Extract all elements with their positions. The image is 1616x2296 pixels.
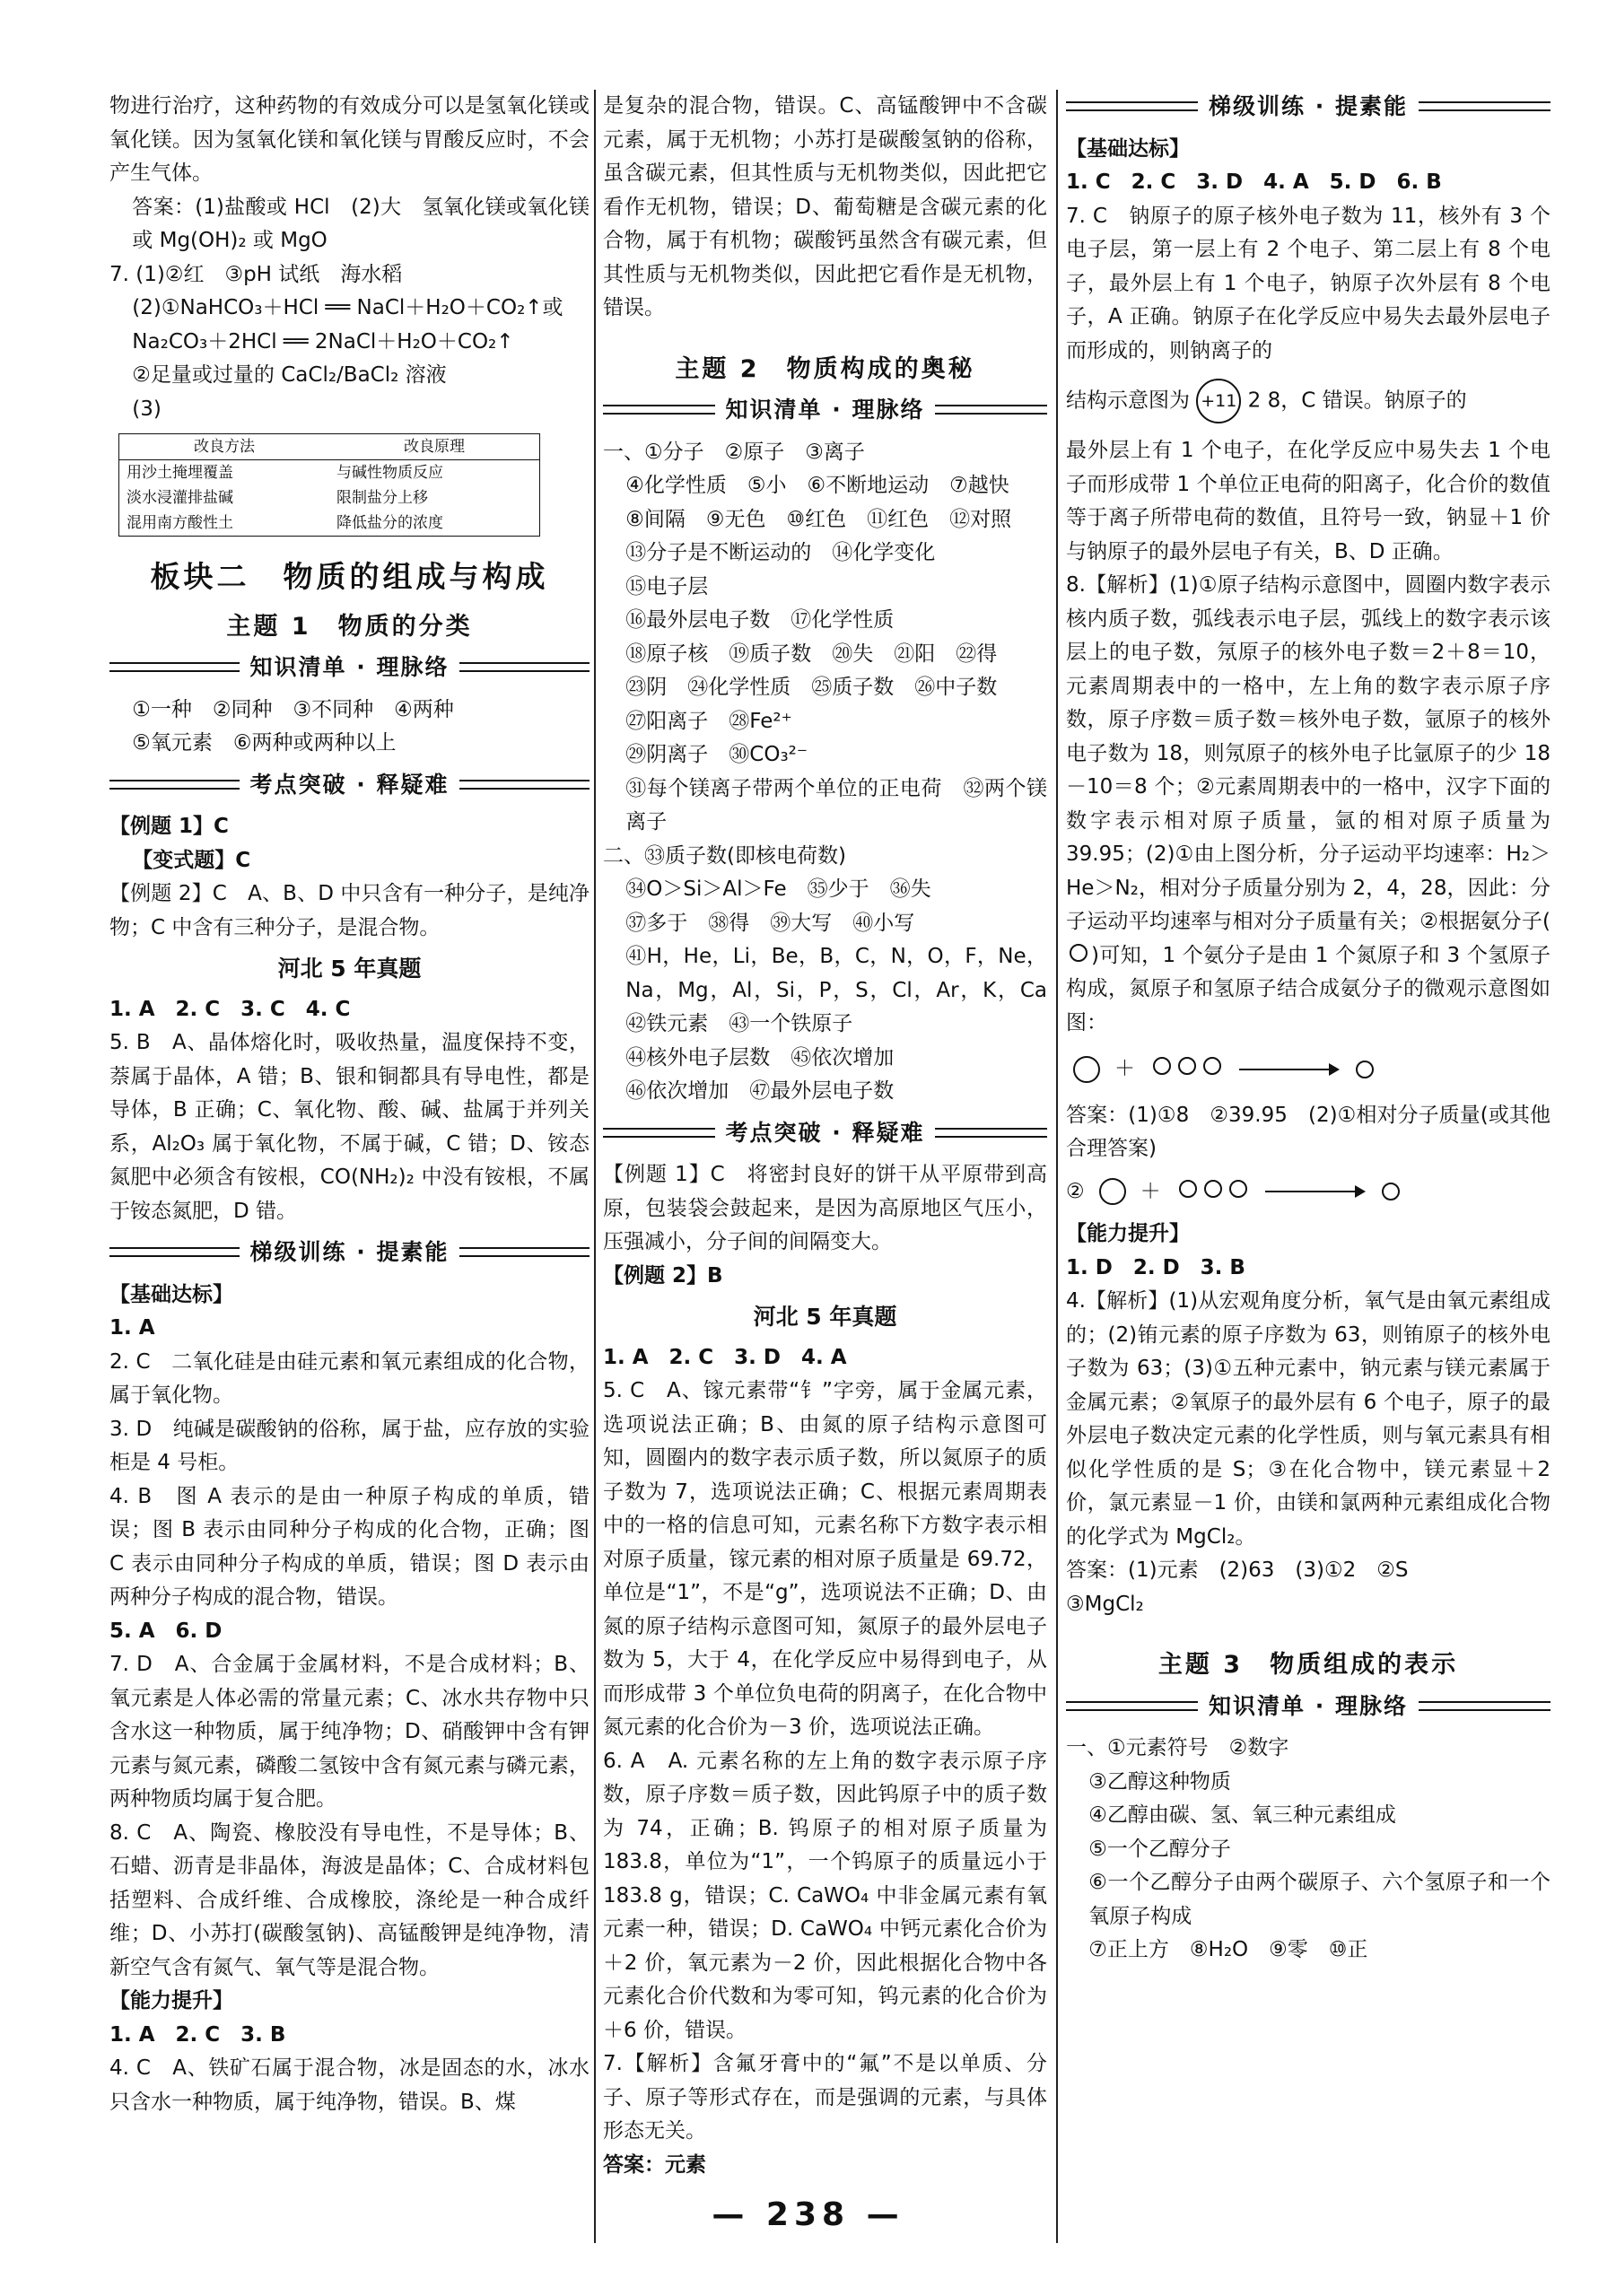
topic-title: 主题 2 物质构成的奥秘 [675, 354, 975, 383]
text: 4. B 图 A 表示的是由一种原子构成的单质，错误；图 B 表示由同种分子构成的化合物，正确；图 C 表示由同种分子构成的单质，错误；图 D 表示由两种分子构成的混合物，错误。 [109, 1484, 590, 1609]
table-cell: 用沙土掩埋覆盖 [127, 464, 233, 482]
text: 1. A 2. C 3. B [109, 2022, 286, 2047]
text: 8.【解析】(1)①原子结构示意图中，圆圈内数字表示核内质子数，弧线表示电子层，弧线上的数字表示该层上的电子数，氖原子的核外电子数＝2＋8＝10，元素周期表中的一格中，左上角的数字表示原子序数，原子序数＝质子数＝核外电子数，氩原子的核外电子数为 18，则氖原子的核外电子比氩原子的少 18－10＝8 个；②元素周期表中的一格中，汉字下面的数字表示相对原子质量，氩的相对原子质量为 39.95；(2)①由上图分析，分子运动平均速率：H₂＞He＞N₂，相对分子质量分别为 2，4，28，因此：分子运动平均速率与相对分子质量有关；②根据氨分子( [1066, 573, 1550, 933]
text: ㊶H，He，Li，Be，B，C，N，O，F，Ne，Na，Mg，Al，Si，P，S，Cl，Ar，K，Ca ㊷铁元素 ㊸一个铁原子 [625, 945, 1068, 1035]
text: 一、①元素符号 ②数字 [1066, 1736, 1289, 1759]
text: ㉙阴离子 ㉚CO₃²⁻ [625, 743, 808, 766]
electron-shells: 2 8 [1247, 388, 1281, 413]
text: 【例题 2】B [603, 1263, 723, 1288]
text: ，C 错误。钠原子的 [1280, 388, 1467, 413]
table-cell: 淡水浸灌排盐碱 [127, 489, 233, 507]
text: 5. C A、镓元素带“钅”字旁，属于金属元素，选项说法正确；B、由氮的原子结构示意图可知，圆圈内的数字表示质子数，所以氮原子的质子数为 7，选项说法正确；C、根据元素周期表中的一格的信息可知，元素名称下方数字表示相对原子质量，镓元素的相对原子质量是 69.72，单位是“1”，不是“g”，选项说法不正确；D、由氮的原子结构示意图可知，氮原子的最外层电子数为 5，大于 4，在化学反应中易得到电子，从而形成带 3 个单位负电荷的阴离子，在化合物中氮元素的化合价为－3 价，选项说法正确。 [603, 1379, 1047, 1739]
text [1066, 569, 1550, 1040]
column-3 [1066, 90, 1550, 1968]
text: 1. C 2. C 3. D 4. A 5. D 6. B [1066, 170, 1442, 194]
text: ㉞O＞Si＞Al＞Fe ㉟少于 ㊱失 [625, 877, 931, 901]
text: ⑧间隔 ⑨无色 ⑩红色 ⑪红色 ⑫对照 [625, 507, 1012, 531]
text: 答案：元素 [603, 2152, 706, 2177]
ammonia-reaction-diagram [1073, 1052, 1377, 1087]
text: ⑤氧元素 ⑥两种或两种以上 [132, 731, 397, 755]
text: (3) [132, 397, 162, 421]
answer: 答案：(1)盐酸或 HCl (2)大 氢氧化镁或氧化镁或 Mg(OH)₂ 或 MgO [132, 195, 590, 252]
text: ⑯最外层电子数 ⑰化学性质 [625, 608, 895, 632]
text: 1. D 2. D 3. B [1066, 1255, 1245, 1279]
text: ㉓阴 ㉔化学性质 ㉕质子数 ㉖中子数 [625, 676, 998, 699]
text: 是复杂的混合物，错误。C、高锰酸钾中不含碳元素，属于无机物；小苏打是碳酸氢钠的俗称，虽含碳元素，但其性质与无机物类似，因此把它看作无机物，错误；D、葡萄糖是含碳元素的化合物，属于有机物；碳酸钙虽然含有碳元素，但其性质与无机物类似，因此把它看作是无机物，错误。 [603, 94, 1047, 319]
hydrogen-atom-icon [1179, 1180, 1197, 1198]
text: ⑬分子是不断运动的 ⑭化学变化 [625, 541, 936, 564]
column-divider [1056, 90, 1058, 2243]
column-2 [603, 90, 1068, 2182]
banner [109, 768, 590, 802]
banner [603, 1116, 1047, 1150]
table-header: 改良原理 [329, 434, 540, 460]
subheading: 河北 5 年真题 [277, 956, 422, 982]
text: ⑮电子层 [625, 574, 709, 598]
topic-title: 主题 1 物质的分类 [226, 612, 473, 641]
banner-title: 知识清单 · 理脉络 [1209, 1692, 1408, 1719]
text: 4.【解析】(1)从宏观角度分析，氧气是由氧元素组成的；(2)铕元素的原子序数为 63，则铕原子的核外电子数为 63；(3)①五种元素中，钠元素与镁元素属于金属元素；②氧原子的最外层有 6 个电子，原子的最外层电子数决定元素的化学性质，则与氧元素具有相似化学性质的是 S；③在化合物中，镁元素显＋2 价，氯元素显－1 价，由镁和氯两种元素组成化合物的化学式为 MgCl₂。 [1066, 1289, 1550, 1549]
text: 7. D A、合金属于金属材料，不是合成材料；B、氧元素是人体必需的常量元素；C、冰水共存物中只含水这一种物质，属于纯净物；D、硝酸钾中含有钾元素与氮元素，磷酸二氢铵中含有氮元素与磷元素，两种物质均属于复合肥。 [109, 1653, 590, 1811]
table-cell: 与碱性物质反应 [336, 464, 443, 482]
text: 【能力提升】 [109, 1989, 233, 2012]
text: ② [1066, 1179, 1085, 1203]
text: ④乙醇由碳、氢、氧三种元素组成 [1088, 1803, 1396, 1827]
column-divider [594, 90, 596, 2243]
text: ①一种 ②同种 ③不同种 ④两种 [132, 697, 454, 721]
answer: ③MgCl₂ [1066, 1592, 1144, 1616]
improvement-table [118, 433, 540, 537]
text: ④化学性质 ⑤小 ⑥不断地运动 ⑦越快 [625, 474, 1009, 497]
answer: 答案：(1)①8 ②39.95 (2)①相对分子质量(或其他合理答案) [1066, 1103, 1550, 1160]
arrow-icon [1239, 1069, 1338, 1070]
hydrogen-atom-icon [1178, 1057, 1196, 1075]
text: 【例题 1】C [109, 815, 229, 838]
plus-sign: ＋ [1114, 1057, 1135, 1080]
nitrogen-atom-icon [1099, 1178, 1126, 1205]
banner [1066, 1689, 1550, 1724]
subheading: 河北 5 年真题 [753, 1304, 897, 1330]
text: ㉗阳离子 ㉘Fe²⁺ [625, 709, 792, 733]
text: 物进行治疗，这种药物的有效成分可以是氢氧化镁或氧化镁。因为氢氧化镁和氧化镁与胃酸反应时，不会产生气体。 [109, 94, 590, 185]
text: Na₂CO₃＋2HCl ══ 2NaCl＋H₂O＋CO₂↑ [132, 329, 514, 354]
text: ⑦正上方 ⑧H₂O ⑨零 ⑩正 [1088, 1938, 1368, 1961]
text: 一、①分子 ②原子 ③离子 [603, 440, 865, 464]
banner [109, 650, 590, 685]
text: 1. A 2. C 3. D 4. A [603, 1345, 847, 1369]
text: 8. C A、陶瓷、橡胶没有导电性，不是导体；B、石蜡、沥青是非晶体，海波是晶体；C、合成材料包括塑料、合成纤维、合成橡胶，涤纶是一种合成纤维；D、小苏打(碳酸氢钠)、高锰酸钾是纯净物，清新空气含有氮气、氧气等是混合物。 [109, 1820, 590, 1979]
hydrogen-atom-icon [1229, 1180, 1247, 1198]
text: ②足量或过量的 CaCl₂/BaCl₂ 溶液 [132, 363, 447, 387]
text: 1. A [109, 1316, 155, 1340]
text: 结构示意图为 [1066, 388, 1190, 413]
table-cell: 限制盐分上移 [336, 489, 428, 507]
text: ⑤一个乙醇分子 [1088, 1837, 1231, 1861]
ammonia-molecule-icon [1382, 1183, 1400, 1200]
hydrogen-atom-icon [1153, 1057, 1171, 1075]
text: ㊻依次增加 ㊼最外层电子数 [625, 1079, 895, 1103]
question-7: 7. (1)②红 ③pH 试纸 海水稻 [109, 262, 403, 286]
text: 7.【解析】含氟牙膏中的“氟”不是以单质、分子、原子等形式存在，而是强调的元素，与具体形态无关。 [603, 2052, 1047, 2143]
text: 2. C 二氧化硅是由硅元素和氧元素组成的化合物，属于氧化物。 [109, 1349, 590, 1407]
text: ㊹核外电子层数 ㊺依次增加 [625, 1045, 895, 1069]
text: 5. B A、晶体熔化时，吸收热量，温度保持不变，萘属于晶体，A 错；B、银和铜都具有导电性，都是导体，B 正确；C、氧化物、酸、碱、盐属于并列关系，Al₂O₃ 属于氧化物，不属于碱，C 错；D、铵态氮肥中必须含有铵根，CO(NH₂)₂ 中没有铵根，不属于铵态氮肥，D 错。 [109, 1031, 590, 1223]
text: (2)①NaHCO₃＋HCl ══ NaCl＋H₂O＋CO₂↑或 [132, 296, 563, 319]
arrow-icon [1265, 1191, 1364, 1192]
sodium-ion-diagram: +11 [1196, 379, 1241, 423]
text: 【基础达标】 [1066, 136, 1190, 161]
banner-title: 知识清单 · 理脉络 [249, 654, 450, 680]
text: 【例题 1】C 将密封良好的饼干从平原带到高原，包装袋会鼓起来，是因为高原地区气压小，压强减小，分子间的间隔变大。 [603, 1163, 1047, 1253]
ammonia-reaction-diagram [1066, 1175, 1403, 1209]
nitrogen-atom-icon [1073, 1056, 1100, 1083]
text: 【能力提升】 [1066, 1222, 1190, 1245]
page-number: — 238 — [712, 2196, 904, 2233]
text: 1. A 2. C 3. C 4. C [109, 997, 351, 1021]
text: 【基础达标】 [109, 1282, 233, 1306]
banner-title: 梯级训练 · 提素能 [1209, 93, 1408, 119]
text: 【例题 2】C A、B、D 中只含有一种分子，是纯净物；C 中含有三种分子，是混合物。 [109, 882, 590, 939]
text: 【变式题】C [132, 848, 251, 872]
answer: 答案：(1)元素 (2)63 (3)①2 ②S [1066, 1558, 1409, 1582]
banner [603, 393, 1047, 427]
text: 5. A 6. D [109, 1619, 223, 1643]
text: 最外层上有 1 个电子，在化学反应中易失去 1 个电子而形成带 1 个单位正电荷的阳离子，化合价的数值等于离子所带电荷的数值，且符号一致，钠显＋1 价与钠原子的最外层电子有关，B、D 正确。 [1066, 439, 1550, 563]
hydrogen-atom-icon [1204, 1180, 1222, 1198]
table-cell: 混用南方酸性土 [127, 514, 233, 532]
text: ③乙醇这种物质 [1088, 1769, 1231, 1794]
text: ⑱原子核 ⑲质子数 ⑳失 ㉑阳 ㉒得 [625, 642, 998, 666]
text: ⑥一个乙醇分子由两个碳原子、六个氢原子和一个氧原子构成 [1088, 1871, 1550, 1928]
ammonia-molecule-icon [1070, 944, 1088, 962]
banner-title: 考点突破 · 释疑难 [249, 771, 450, 798]
banner-title: 知识清单 · 理脉络 [725, 397, 925, 423]
hydrogen-atom-icon [1203, 1057, 1221, 1075]
text: )可知，1 个氨分子是由 1 个氮原子和 3 个氢原子构成，氮原子和氢原子结合成氨分子的微观示意图如图： [1066, 943, 1550, 1035]
topic-title: 主题 3 物质组成的表示 [1157, 1651, 1459, 1679]
section-title: 板块二 物质的组成与构成 [150, 559, 549, 594]
ammonia-molecule-icon [1356, 1061, 1374, 1078]
text: ㊲多于 ㊳得 ㊴大写 ㊵小写 [625, 911, 915, 935]
banner [109, 1235, 590, 1270]
banner [1066, 90, 1550, 124]
banner-title: 梯级训练 · 提素能 [249, 1239, 450, 1265]
table-cell: 降低盐分的浓度 [336, 514, 443, 532]
text: 3. D 纯碱是碳酸钠的俗称，属于盐，应存放的实验柜是 4 号柜。 [109, 1417, 590, 1474]
text: 6. A A. 元素名称的左上角的数字表示原子序数，原子序数＝质子数，因此钨原子中的质子数为 74，正确；B. 钨原子的相对原子质量为 183.8，单位为“1”，一个钨原子的质量远小于 183.8 g，错误；C. CaWO₄ 中非金属元素有氧元素一种，错误；D. CaWO₄ 中钙元素化合价为＋2 价，氧元素为－2 价，因此根据化合物中各元素化合价代数和为零可知，钨元素的化合价为＋6 价，错误。 [603, 1749, 1047, 2042]
text [1066, 379, 1550, 423]
text: 二、㉝质子数(即核电荷数) [603, 843, 846, 868]
text: 7. C 钠原子的原子核外电子数为 11，核外有 3 个电子层，第一层上有 2 个电子、第二层上有 8 个电子，最外层上有 1 个电子，钠原子次外层有 8 个电子，A 正确。钠原子在化学反应中易失去最外层电子而形成的，则钠离子的 [1066, 204, 1550, 362]
plus-sign: ＋ [1140, 1179, 1161, 1203]
table-header: 改良方法 [119, 434, 330, 460]
text: 4. C A、铁矿石属于混合物，冰是固态的水，冰水只含水一种物质，属于纯净物，错误。B、煤 [109, 2056, 590, 2114]
banner-title: 考点突破 · 释疑难 [725, 1119, 925, 1146]
column-1 [109, 90, 590, 2119]
text: ㉛每个镁离子带两个单位的正电荷 ㉜两个镁离子 [625, 776, 1047, 834]
